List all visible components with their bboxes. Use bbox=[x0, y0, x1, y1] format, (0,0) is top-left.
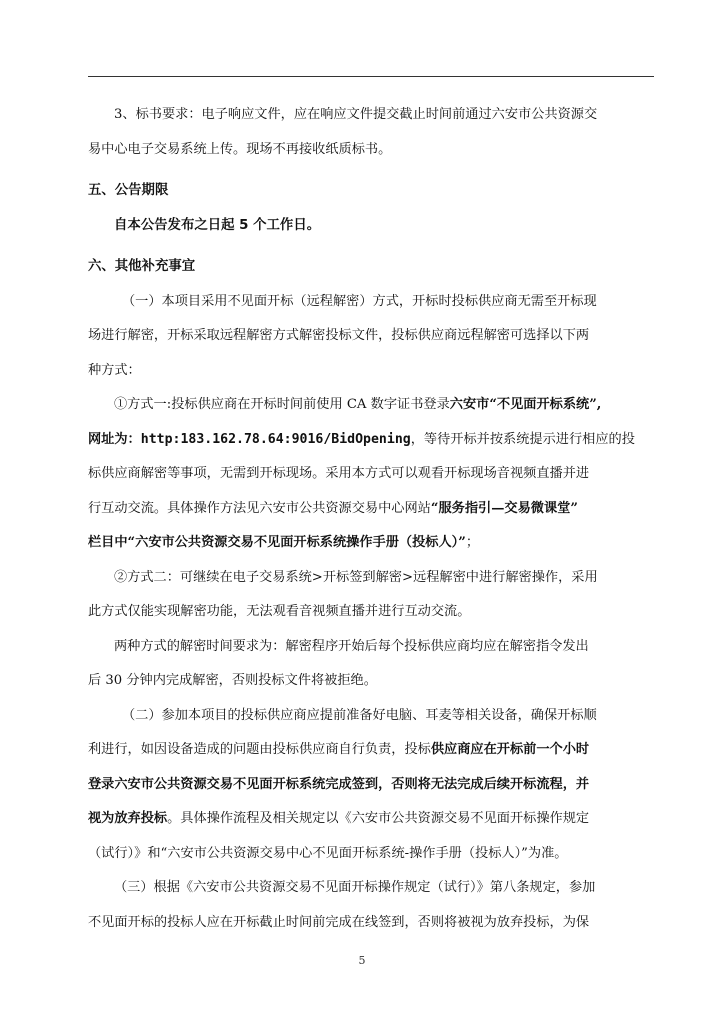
text: ，等待开标并按系统提示进行相应的投 bbox=[410, 431, 635, 447]
bid-opening-url-link[interactable]: http:183.162.78.64:9016/BidOpening bbox=[140, 431, 411, 447]
paragraph-method-one-cont: 标供应商解密等事项，无需到开标现场。采用本方式可以观看开标现场音视频直播并进 bbox=[88, 466, 590, 481]
page-number: 5 bbox=[358, 954, 366, 967]
paragraph-decrypt-time: 两种方式的解密时间要求为：解密程序开始后每个投标供应商均应在解密指令发出 bbox=[114, 638, 589, 654]
paragraph-item-2-end: （试行）》和“六安市公共资源交易中心不见面开标系统-操作手册（投标人）”为准。 bbox=[88, 845, 568, 861]
section-heading-other-matters: 六、其他补充事宜 bbox=[88, 259, 196, 274]
paragraph-announcement-period: 自本公告发布之日起 5 个工作日。 bbox=[114, 217, 321, 233]
document-body bbox=[88, 98, 656, 940]
bold-text: “服务指引—交易微课堂” bbox=[430, 500, 578, 516]
text: 行互动交流。具体操作方法见六安市公共资源交易中心网站 bbox=[88, 500, 431, 516]
paragraph-item-2-bold: 登录六安市公共资源交易不见面开标系统完成签到，否则将无法完成后续开标流程，并 bbox=[88, 776, 590, 792]
paragraph-bid-requirement-cont: 易中心电子交易系统上传。现场不再接收纸质标书。 bbox=[88, 141, 392, 157]
paragraph-item-3: （三）根据《六安市公共资源交易不见面开标操作规定（试行）》第八条规定，参加 bbox=[114, 880, 596, 895]
paragraph-item-1-end: 种方式： bbox=[88, 362, 141, 378]
paragraph-item-1: （一）本项目采用不见面开标（远程解密）方式，开标时投标供应商无需至开标现 bbox=[122, 293, 597, 309]
header-rule bbox=[88, 76, 654, 77]
paragraph-method-one-cont2 bbox=[88, 492, 656, 527]
bold-text: 六安市“不见面开标系统”, bbox=[449, 397, 602, 412]
paragraph-item-2-cont bbox=[88, 733, 656, 768]
paragraph-method-one-url-line bbox=[88, 423, 656, 458]
text: 。具体操作流程及相关规定以《六安市公共资源交易不见面开标操作规定 bbox=[167, 811, 590, 826]
bold-text: 供应商应在开标前一个小时 bbox=[430, 742, 590, 757]
paragraph-method-one bbox=[88, 388, 656, 423]
paragraph-bid-requirement: 3、标书要求：电子响应文件，应在响应文件提交截止时间前通过六安市公共资源交 bbox=[114, 107, 598, 122]
bold-text: 视为放弃投标 bbox=[88, 811, 168, 826]
paragraph-item-1-cont: 场进行解密，开标采取远程解密方式解密投标文件，投标供应商远程解密可选择以下两 bbox=[88, 328, 590, 343]
paragraph-decrypt-time-cont: 后 30 分钟内完成解密，否则投标文件将被拒绝。 bbox=[88, 673, 377, 688]
section-heading-announcement-period: 五、公告期限 bbox=[88, 183, 169, 198]
paragraph-method-two: ②方式二：可继续在电子交易系统>开标签到解密>远程解密中进行解密操作，采用 bbox=[114, 569, 598, 585]
paragraph-item-2: （二）参加本项目的投标供应商应提前准备好电脑、耳麦等相关设备，确保开标顺 bbox=[122, 707, 597, 723]
paragraph-method-two-cont: 此方式仅能实现解密功能，无法观看音视频直播并进行互动交流。 bbox=[88, 604, 471, 619]
text: 利进行，如因设备造成的问题由投标供应商自行负责，投标 bbox=[88, 742, 431, 757]
bold-text: 栏目中“六安市公共资源交易不见面开标系统操作手册（投标人）” bbox=[88, 535, 466, 550]
url-label: 网址为： bbox=[88, 431, 141, 447]
text: ； bbox=[465, 535, 480, 550]
text: ①方式一:投标供应商在开标时间前使用 CA 数字证书登录 bbox=[114, 397, 450, 412]
paragraph-method-one-end bbox=[88, 526, 656, 561]
paragraph-item-2-cont2 bbox=[88, 802, 656, 837]
paragraph-item-3-cont: 不见面开标的投标人应在开标截止时间前完成在线签到，否则将被视为放弃投标，为保 bbox=[88, 914, 590, 930]
